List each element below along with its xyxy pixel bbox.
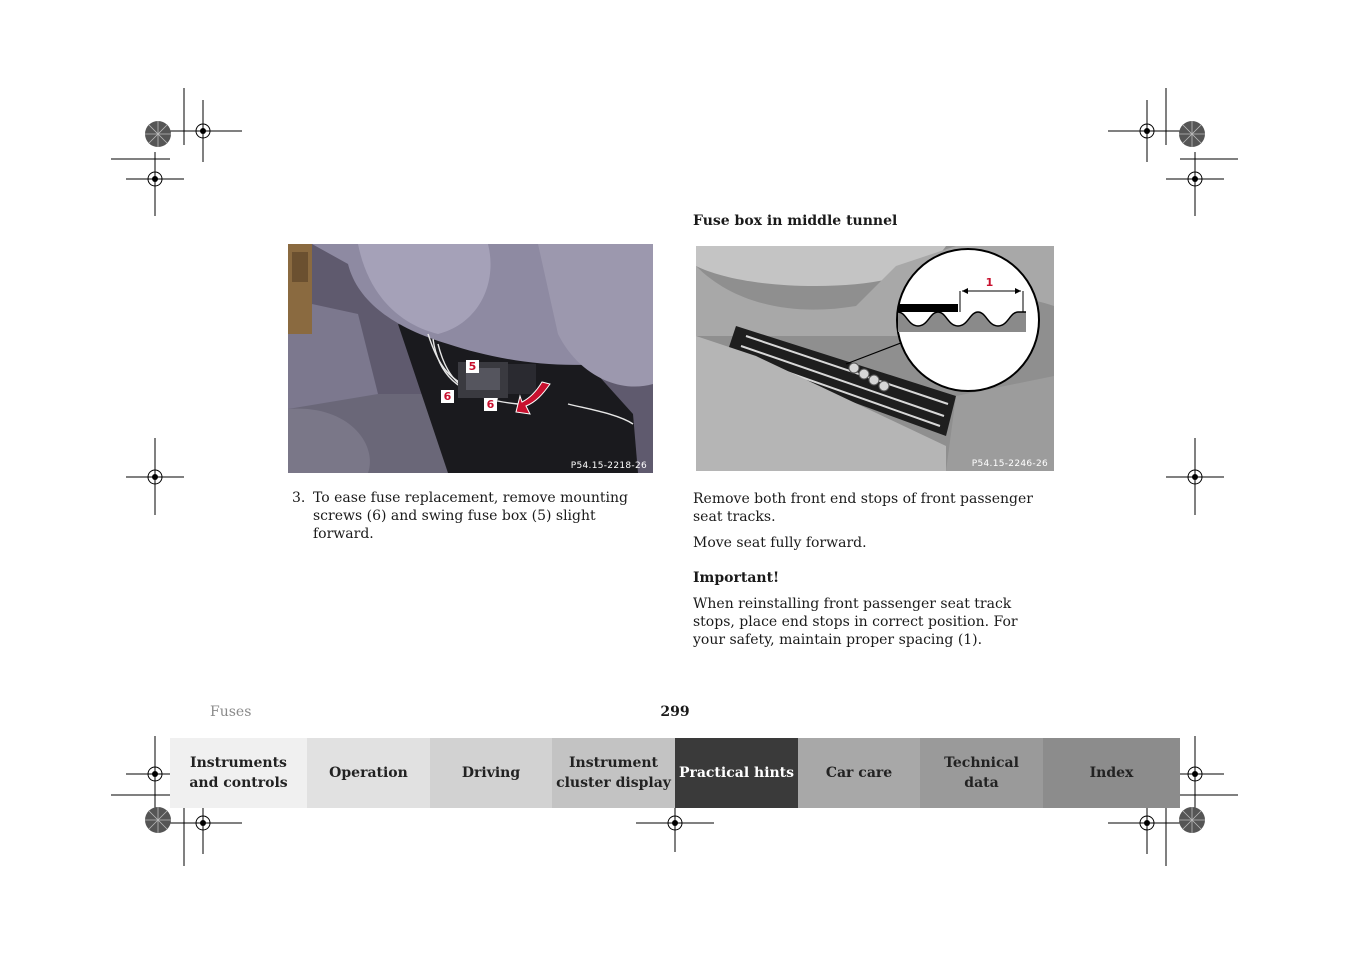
nav-tab-instrument-cluster-display[interactable]: Instrument cluster display [552, 738, 675, 808]
important-label: Important! [693, 570, 780, 586]
fuse-box-dashboard-illustration [288, 244, 653, 473]
nav-tab-car-care[interactable]: Car care [798, 738, 920, 808]
nav-tab-practical-hints[interactable]: Practical hints [675, 738, 798, 808]
figure-code: P54.15-2218-26 [570, 461, 647, 471]
nav-tab-index[interactable]: Index [1043, 738, 1180, 808]
callout-screw-6-right: 6 [484, 398, 497, 411]
step-number: 3. [292, 490, 306, 506]
nav-tab-instruments-and-controls[interactable]: Instruments and controls [170, 738, 307, 808]
seat-track-stop-illustration [696, 246, 1054, 471]
callout-screw-6-left: 6 [441, 390, 454, 403]
important-text: When reinstalling front passenger seat track stops, place end stops in correct position. For your safety, maintain proper spacing (1). [693, 596, 1018, 648]
nav-tab-operation[interactable]: Operation [307, 738, 430, 808]
paragraph-remove-stops: Remove both front end stops of front passenger seat tracks. [693, 491, 1033, 525]
callout-fuse-box-5: 5 [466, 360, 479, 373]
nav-tab-driving[interactable]: Driving [430, 738, 552, 808]
paragraph-move-seat: Move seat fully forward. [693, 535, 867, 551]
callout-spacing-1: 1 [985, 276, 994, 289]
nav-tab-technical-data[interactable]: Technical data [920, 738, 1043, 808]
page-number: 299 [660, 704, 690, 720]
step-text: To ease fuse replacement, remove mounting screws (6) and swing fuse box (5) slight forward. [313, 490, 628, 542]
footer-section-name: Fuses [210, 704, 252, 720]
section-heading: Fuse box in middle tunnel [693, 213, 898, 229]
figure-code: P54.15-2246-26 [971, 459, 1048, 469]
chapter-navigation [170, 738, 1180, 808]
